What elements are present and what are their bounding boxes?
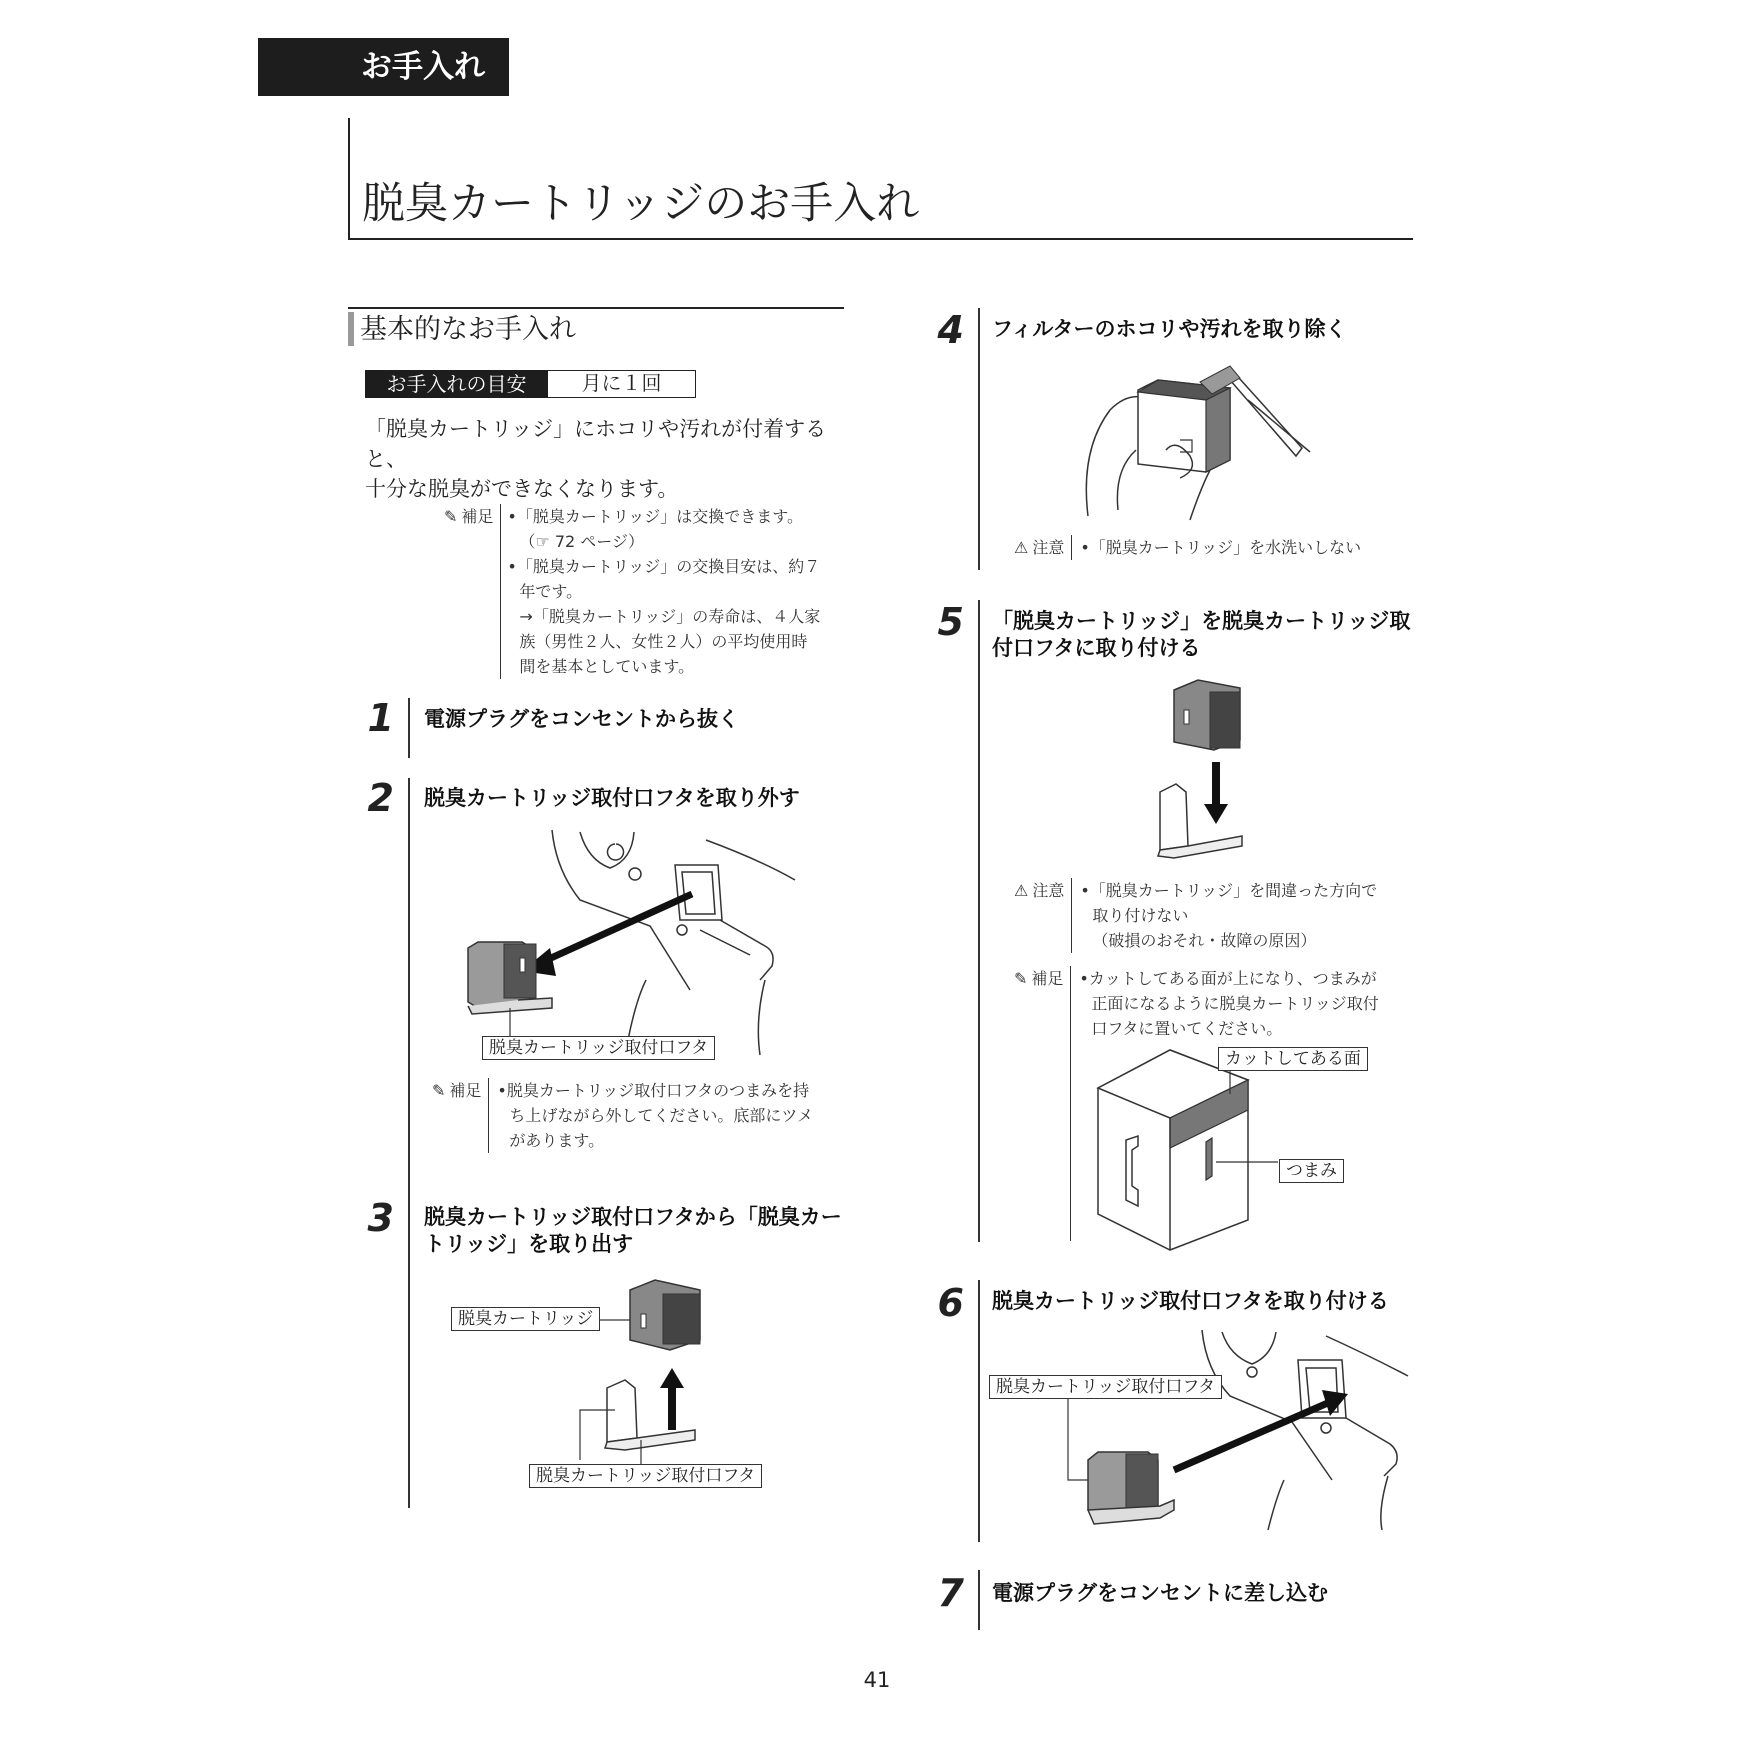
step-3-line: トリッジ」を取り出す bbox=[424, 1232, 634, 1256]
caution-head bbox=[1014, 535, 1071, 560]
step-6-illustration bbox=[1030, 1330, 1410, 1540]
supplement-label: 補足 bbox=[1031, 969, 1064, 988]
supplement-label: 補足 bbox=[461, 507, 494, 526]
step-5-illustration bbox=[1150, 680, 1270, 860]
callout-cover: 脱臭カートリッジ取付口フタ bbox=[482, 1036, 715, 1060]
intro-line: 十分な脱臭ができなくなります。 bbox=[365, 477, 679, 501]
callout-knob: つまみ bbox=[1279, 1159, 1344, 1183]
knob bbox=[1206, 1138, 1212, 1180]
note-line: •「脱臭カートリッジ」の交換目安は、約７ bbox=[507, 557, 821, 576]
caution-line: （破損のおそれ・故障の原因） bbox=[1092, 931, 1317, 950]
step-6-rule bbox=[978, 1280, 980, 1542]
note-line: •カットしてある面が上になり、つまみが bbox=[1079, 969, 1377, 988]
note-line: •脱臭カートリッジ取付口フタのつまみを持 bbox=[497, 1081, 810, 1100]
step-5-line: 「脱臭カートリッジ」を脱臭カートリッジ取 bbox=[992, 609, 1411, 633]
supplement-head bbox=[432, 1078, 488, 1153]
note-line: •「脱臭カートリッジ」は交換できます。 bbox=[507, 507, 803, 526]
step-5-line: 付口フタに取り付ける bbox=[992, 636, 1201, 660]
cartridge-cover-drawing bbox=[1088, 1452, 1174, 1524]
title-bar bbox=[348, 118, 350, 240]
caution-head bbox=[1014, 878, 1071, 953]
step-3-text bbox=[424, 1204, 842, 1258]
step-1-text: 電源プラグをコンセントから抜く bbox=[424, 707, 739, 731]
step-5-text bbox=[992, 608, 1410, 662]
section-marker bbox=[348, 312, 354, 346]
section-title: 基本的なお手入れ bbox=[360, 314, 576, 345]
cover-drawing bbox=[1158, 784, 1242, 858]
cartridge-drawing bbox=[1174, 680, 1240, 750]
callout-cover: 脱臭カートリッジ取付口フタ bbox=[989, 1375, 1222, 1399]
note-line: 間を基本としています。 bbox=[519, 657, 695, 676]
intro-line: 「脱臭カートリッジ」にホコリや汚れが付着すると、 bbox=[365, 417, 827, 471]
caution-line: •「脱臭カートリッジ」を水洗いしない bbox=[1080, 538, 1362, 557]
note-line: 正面になるように脱臭カートリッジ取付 bbox=[1091, 994, 1379, 1013]
step-1-rule bbox=[408, 698, 410, 758]
step-4-caution bbox=[1014, 535, 1361, 560]
step-6-number: 6 bbox=[937, 1281, 964, 1325]
callout-cut-face: カットしてある面 bbox=[1218, 1047, 1368, 1071]
pencil-icon: ✎ bbox=[1014, 969, 1028, 988]
cover-drawing bbox=[605, 1380, 695, 1450]
callout-cartridge: 脱臭カートリッジ bbox=[451, 1307, 600, 1331]
warning-icon: ⚠ bbox=[1014, 538, 1029, 557]
caution-label: 注意 bbox=[1032, 538, 1065, 557]
arrow-shaft bbox=[540, 894, 692, 963]
maintenance-guide bbox=[365, 370, 696, 398]
step-7-number: 7 bbox=[937, 1571, 964, 1615]
supplement-head bbox=[444, 504, 500, 679]
step-1-number: 1 bbox=[367, 696, 394, 740]
step-5-caution bbox=[1014, 878, 1377, 953]
step-4-text: フィルターのホコリや汚れを取り除く bbox=[992, 317, 1347, 341]
note-line: （☞ 72 ページ） bbox=[519, 532, 644, 551]
supplement-head bbox=[1014, 966, 1070, 1241]
step-5-rule bbox=[978, 600, 980, 1242]
note-line: があります。 bbox=[509, 1131, 605, 1150]
intro-text bbox=[365, 414, 850, 504]
caution-line: 取り付けない bbox=[1092, 906, 1189, 925]
cartridge-cover-drawing bbox=[468, 942, 552, 1014]
step-3-line: 脱臭カートリッジ取付口フタから「脱臭カー bbox=[424, 1205, 842, 1229]
caution-label: 注意 bbox=[1032, 881, 1065, 900]
note-line: 口フタに置いてください。 bbox=[1091, 1019, 1283, 1038]
step-3-rule bbox=[408, 1198, 410, 1508]
caution-line: •「脱臭カートリッジ」を間違った方向で bbox=[1080, 881, 1378, 900]
title-rule bbox=[348, 238, 1413, 240]
cartridge-drawing bbox=[630, 1280, 700, 1350]
step-2-supplement bbox=[432, 1078, 813, 1153]
guide-value: 月に１回 bbox=[548, 370, 696, 398]
pencil-icon: ✎ bbox=[444, 507, 458, 526]
warning-icon: ⚠ bbox=[1014, 881, 1029, 900]
section-tab: お手入れ bbox=[258, 38, 509, 96]
pencil-icon: ✎ bbox=[432, 1081, 446, 1100]
step-4-illustration bbox=[1080, 360, 1320, 520]
guide-label: お手入れの目安 bbox=[365, 370, 548, 398]
step-2-text: 脱臭カートリッジ取付口フタを取り外す bbox=[424, 786, 800, 810]
step-5-number: 5 bbox=[937, 600, 964, 644]
note-line: →「脱臭カートリッジ」の寿命は、４人家 bbox=[519, 607, 821, 626]
step-2-rule bbox=[408, 778, 410, 1208]
step-6-text: 脱臭カートリッジ取付口フタを取り付ける bbox=[992, 1289, 1389, 1313]
note-line: 年です。 bbox=[519, 582, 583, 601]
step-3-number: 3 bbox=[367, 1196, 394, 1240]
step-4-rule bbox=[978, 308, 980, 570]
section-rule bbox=[348, 307, 844, 309]
page-title: 脱臭カートリッジのお手入れ bbox=[362, 179, 920, 229]
page-number: 41 bbox=[863, 1668, 891, 1692]
note-line: ち上げながら外してください。底部にツメ bbox=[509, 1106, 814, 1125]
step-2-number: 2 bbox=[367, 776, 394, 820]
note-line: 族（男性２人、女性２人）の平均使用時 bbox=[519, 632, 808, 651]
callout-cover: 脱臭カートリッジ取付口フタ bbox=[529, 1464, 762, 1488]
step-7-text: 電源プラグをコンセントに差し込む bbox=[992, 1581, 1328, 1605]
cartridge-orientation-illustration bbox=[1098, 1050, 1358, 1230]
step-4-number: 4 bbox=[937, 308, 964, 352]
supplement-label: 補足 bbox=[449, 1081, 482, 1100]
step-7-rule bbox=[978, 1570, 980, 1630]
supplement-note bbox=[444, 504, 820, 679]
step-2-illustration bbox=[460, 830, 800, 1055]
